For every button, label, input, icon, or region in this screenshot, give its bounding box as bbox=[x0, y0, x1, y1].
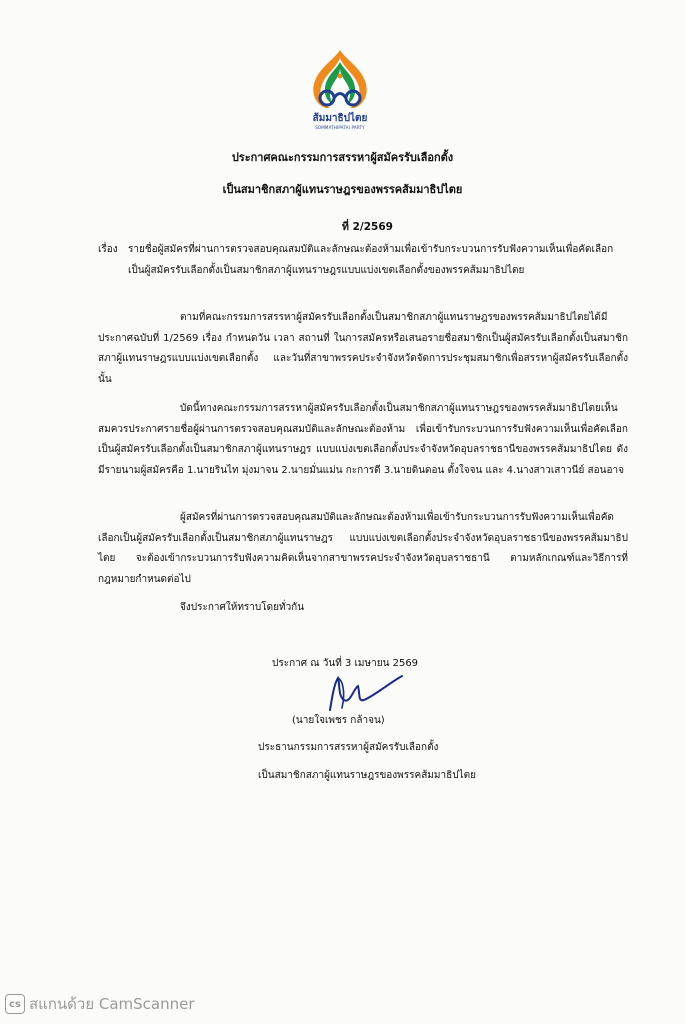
signatory-role-line1: ประธานกรรมการสรรหาผู้สมัครรับเลือกตั้ง bbox=[258, 742, 439, 753]
handwritten-signature bbox=[318, 670, 408, 715]
signatory-name: (นายใจเพชร กล้าจน) bbox=[292, 715, 385, 726]
announcement-subject bbox=[98, 240, 628, 281]
party-emblem-icon bbox=[300, 46, 380, 116]
announcement-heading-line2: เป็นสมาชิกสภาผู้แทนราษฎรของพรรคส้มมาธิปไตย bbox=[222, 183, 463, 196]
announcement-number: ที่ 2/2569 bbox=[342, 221, 393, 233]
announcement-date: ประกาศ ณ วันที่ 3 เมษายน 2569 bbox=[272, 658, 419, 669]
signatory-role-line2: เป็นสมาชิกสภาผู้แทนราษฎรของพรรคส้มมาธิปไตย bbox=[258, 770, 476, 781]
body-paragraph-2: บัดนี้ทางคณะกรรมการสรรหาผู้สมัครรับเลือกตั้งเป็นสมาชิกสภาผู้แทนราษฎรของพรรคส้มมาธิปไตยเห็นสมควรประกาศรายชื่อผู้ผ่านการตรวจสอบคุณสมบัติและลักษณะต้องห้าม เพื่อเข้ารับกระบวนการรับฟังความเห็นเพื่อคัดเลือกเป็นผู้สมัครรับเลือกตั้งเป็นสมาชิกสภาผู้แทนราษฎร แบบแบ่งเขตเลือกตั้งประจำจังหวัดอุบลราชธานีของพรรคส้มมาธิปไตย ดังมีรายนามผู้สมัครคือ 1.นายรินไท มุ่งมาจน 2.นายมั่นแม่น กะการดี 3.นายดินดอน ตั้งใจจน และ 4.นางสาวเสาวนีย์ สอนอาจ bbox=[98, 403, 628, 476]
subject-label: เรื่อง bbox=[98, 244, 118, 255]
announcement-heading-line1: ประกาศคณะกรรมการสรรหาผู้สมัครรับเลือกตั้ง bbox=[231, 151, 454, 164]
body-paragraph-4: จึงประกาศให้ทราบโดยทั่วกัน bbox=[180, 602, 305, 613]
party-logo bbox=[300, 46, 380, 130]
camscanner-watermark-text: สแกนด้วย CamScanner bbox=[29, 995, 195, 1013]
camscanner-watermark bbox=[5, 993, 195, 1015]
body-paragraph-1: ตามที่คณะกรรมการสรรหาผู้สมัครรับเลือกตั้งเป็นสมาชิกสภาผู้แทนราษฎรของพรรคส้มมาธิปไตยได้มีประกาศฉบับที่ 1/2569 เรื่อง กำหนดวัน เวลา สถานที่ ในการสมัครหรือเสนอรายชื่อสมาชิกเป็นผู้สมัครรับเลือกตั้งเป็นสมาชิกสภาผู้แทนราษฎรแบบแบ่งเขตเลือกตั้ง และวันที่สาขาพรรคประจำจังหวัดจัดการประชุมสมาชิกเพื่อสรรหาผู้สมัครรับเลือกตั้งนั้น bbox=[98, 312, 628, 385]
party-logo-name: ส้มมาธิปไตย bbox=[312, 113, 368, 124]
body-paragraph-3: ผู้สมัครที่ผ่านการตรวจสอบคุณสมบัติและลักษณะต้องห้ามเพื่อเข้ารับกระบวนการรับฟังความเห็นเพื่อคัดเลือกเป็นผู้สมัครรับเลือกตั้งเป็นสมาชิกสภาผู้แทนราษฎร แบบแบ่งเขตเลือกตั้งประจำจังหวัดอุบลราชธานีของพรรคส้มมาธิปไตย จะต้องเข้ากระบวนการรับฟังความคิดเห็นจากสาขาพรรคประจำจังหวัดอุบลราชธานี ตามหลักเกณฑ์และวิธีการที่กฎหมายกำหนดต่อไป bbox=[98, 512, 628, 585]
subject-text: รายชื่อผู้สมัครที่ผ่านการตรวจสอบคุณสมบัติและลักษณะต้องห้ามเพื่อเข้ารับกระบวนการรับฟังความเห็นเพื่อคัดเลือกเป็นผู้สมัครรับเลือกตั้งเป็นสมาชิกสภาผู้แทนราษฎรแบบแบ่งเขตเลือกตั้งของพรรคส้มมาธิปไตย bbox=[128, 244, 614, 276]
party-logo-subtitle: SOMMATHIPATAI PARTY bbox=[315, 125, 365, 130]
camscanner-logo-icon: cs bbox=[5, 994, 25, 1014]
